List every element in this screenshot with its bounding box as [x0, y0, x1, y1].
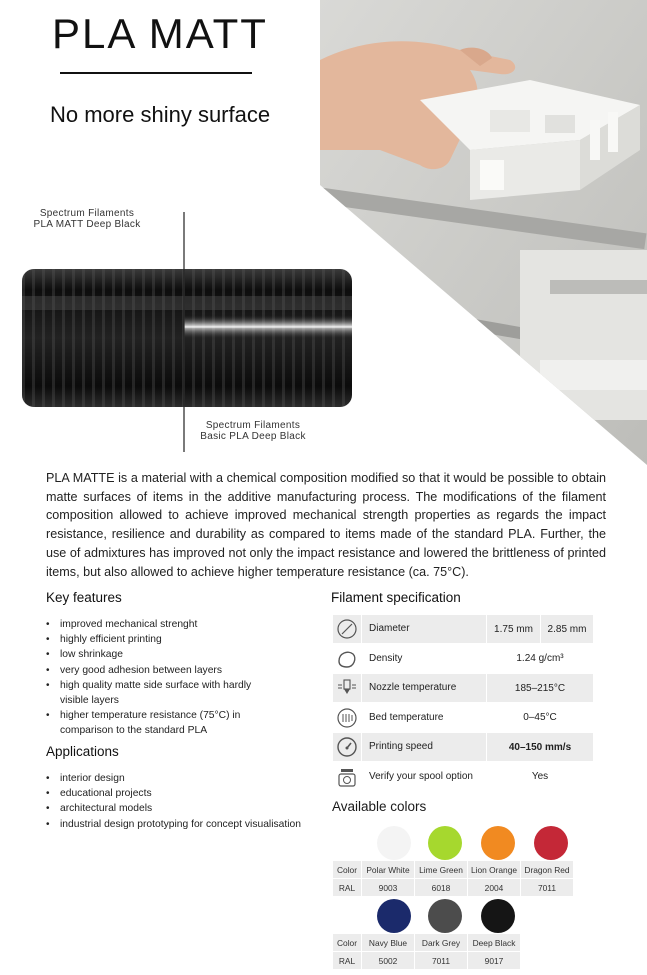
- list-item: • higher temperature resistance (75°C) in comparison to the standard PLA: [46, 708, 276, 738]
- spec-row-bed: Bed temperature 0–45°C: [333, 704, 565, 732]
- applications-list: [46, 771, 326, 832]
- swatch-dark-grey: [428, 899, 462, 933]
- color-name: Deep Black: [468, 934, 520, 951]
- ral-code: 9003: [362, 879, 414, 896]
- nozzle-icon: [336, 677, 358, 699]
- color-name: Navy Blue: [362, 934, 414, 951]
- spec-row-speed: Printing speed 40–150 mm/s: [333, 733, 565, 761]
- page-title: PLA MATT: [52, 10, 268, 57]
- list-item: • improved mechanical strenght: [46, 617, 286, 632]
- list-item: • very good adhesion between layers: [46, 663, 286, 678]
- list-item: • industrial design prototyping for concept visualisation: [46, 817, 326, 832]
- color-name: Dragon Red: [521, 861, 573, 878]
- density-icon: [336, 648, 358, 670]
- list-item: • architectural models: [46, 801, 326, 816]
- key-features-list: [46, 617, 286, 739]
- ral-code: 5002: [362, 952, 414, 969]
- comparison-label-matt: Spectrum Filaments PLA MATT Deep Black: [33, 208, 141, 230]
- color-name: Lime Green: [415, 861, 467, 878]
- ral-code: 6018: [415, 879, 467, 896]
- spec-table: [333, 615, 587, 792]
- spec-heading: Filament specification: [331, 590, 461, 605]
- swatch-lion-orange: [481, 826, 515, 860]
- list-item: • interior design: [46, 771, 326, 786]
- ral-code: 7011: [415, 952, 467, 969]
- hero-photo-hand-holding-model: [320, 0, 647, 465]
- title-underline: [60, 72, 252, 74]
- swatch-polar-white: [377, 826, 411, 860]
- applications-heading: Applications: [46, 744, 119, 759]
- color-name: Polar White: [362, 861, 414, 878]
- swatch-deep-black: [481, 899, 515, 933]
- color-name: Lion Orange: [468, 861, 520, 878]
- diameter-icon: [336, 618, 358, 640]
- spec-row-density: Density 1.24 g/cm³: [333, 645, 565, 673]
- spec-row-diameter: Diameter 1.75 mm 2.85 mm: [333, 615, 565, 643]
- product-description: PLA MATTE is a material with a chemical composition modified so that it would be possible to obtain matte surfaces of items in the additive manufacturing process. The modifications of the filament composition allowed to achieve improved mechanical strength properties as regards the impact resistance, resilience and durability as compared to items made of the standard PLA. Further, the use of admixtures has improved not only the impact resistance and lowered the brittleness of printed items, but also allowed to achieve higher temperature resistance (ca. 75°C).: [46, 471, 606, 579]
- comparison-label-basic: Spectrum Filaments Basic PLA Deep Black: [200, 420, 306, 442]
- swatch-navy-blue: [377, 899, 411, 933]
- scale-icon: [336, 766, 358, 788]
- filament-comparison-image: [22, 212, 352, 452]
- page-subtitle: No more shiny surface: [50, 102, 271, 127]
- swatch-lime-green: [428, 826, 462, 860]
- ral-code: 7011: [521, 879, 573, 896]
- color-name: Dark Grey: [415, 934, 467, 951]
- list-item: • low shrinkage: [46, 647, 286, 662]
- spec-row-nozzle: Nozzle temperature 185–215°C: [333, 674, 565, 702]
- colors-heading: Available colors: [332, 799, 427, 814]
- speed-icon: [336, 736, 358, 758]
- list-item: • high quality matte side surface with hardly visible layers: [46, 678, 276, 708]
- list-item: • highly efficient printing: [46, 632, 286, 647]
- list-item: • educational projects: [46, 786, 326, 801]
- ral-code: 2004: [468, 879, 520, 896]
- bed-icon: [336, 707, 358, 729]
- key-features-heading: Key features: [46, 590, 122, 605]
- ral-code: 9017: [468, 952, 520, 969]
- spec-row-spool: Verify your spool option Yes: [333, 763, 565, 791]
- swatch-dragon-red: [534, 826, 568, 860]
